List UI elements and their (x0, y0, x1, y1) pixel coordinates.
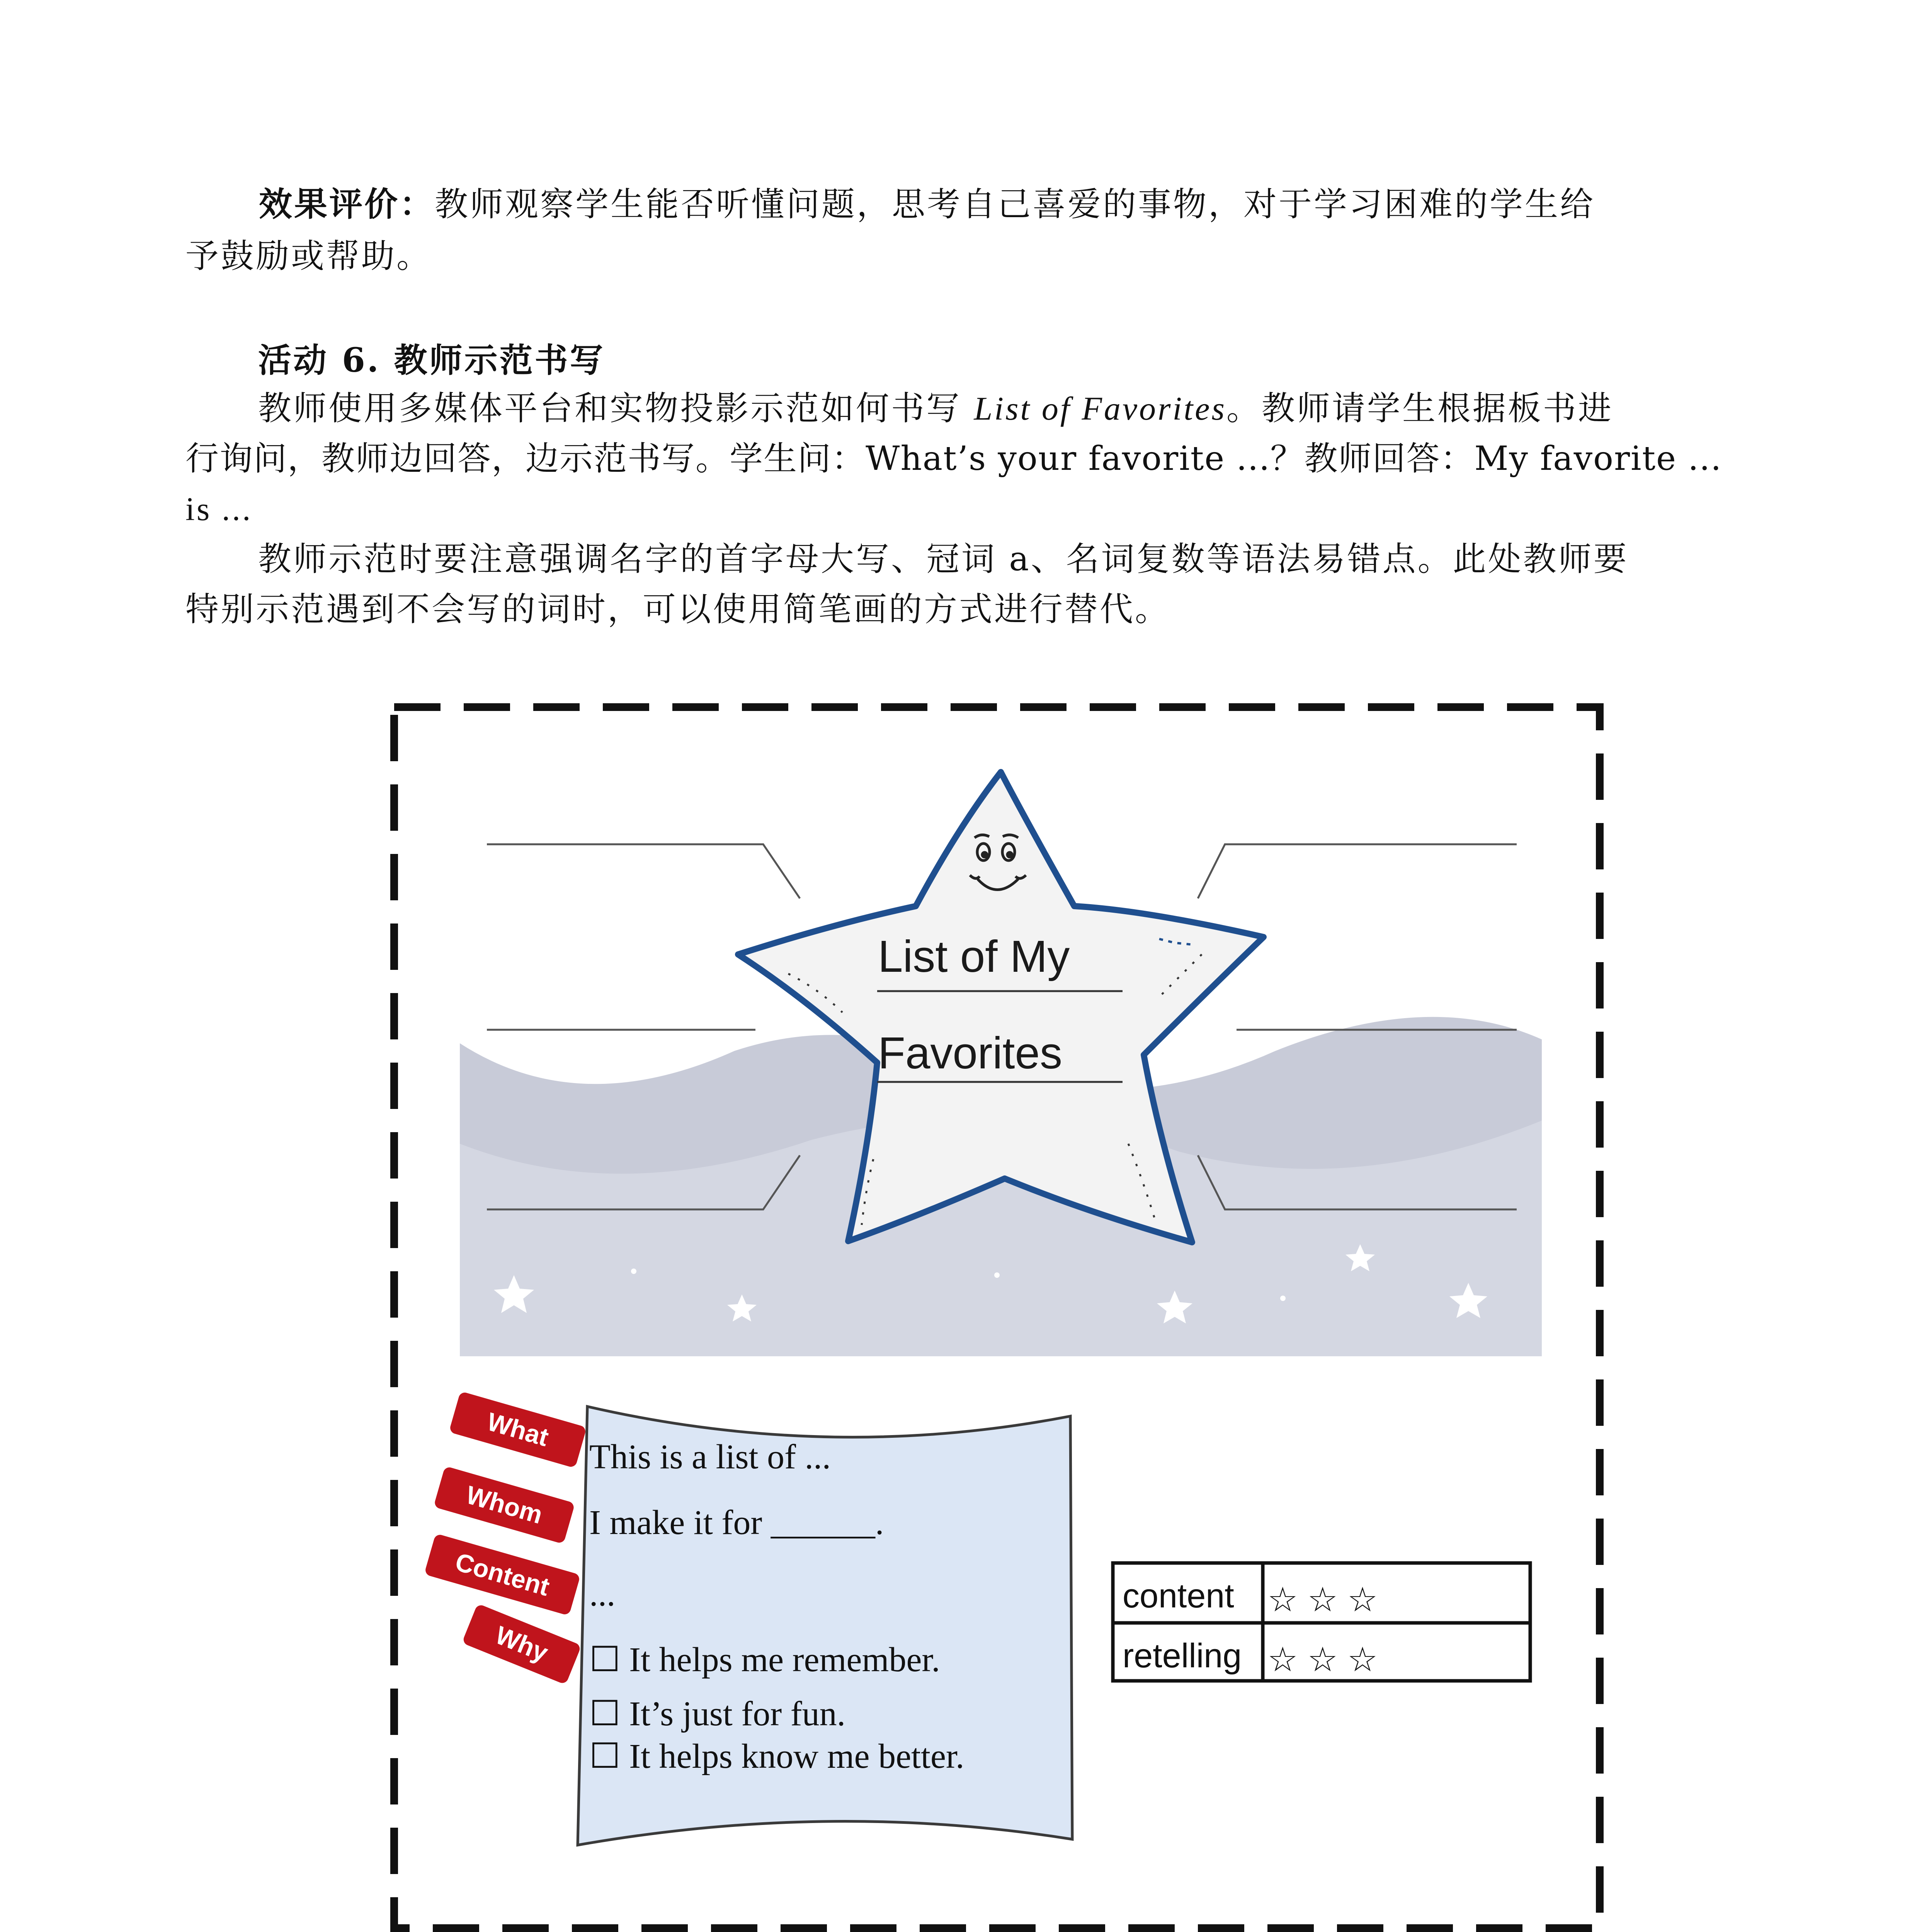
activity6-p1-text-b: 。教师请学生根据板书进 (1226, 389, 1613, 428)
card-line-3: ... (589, 1575, 616, 1613)
activity6-p2-line2: 特别示范遇到不会写的词时，可以使用简笔画的方式进行替代。 (185, 590, 1170, 629)
bg-dot-3 (1280, 1296, 1286, 1301)
activity6-p1-text-a: 教师使用多媒体平台和实物投影示范如何书写 (258, 389, 974, 428)
activity6-p2-line1: 教师示范时要注意强调名字的首字母大写、冠词 a、名词复数等语法易错点。此处教师要 (258, 540, 1629, 578)
label-what-text: What (484, 1407, 552, 1452)
card-line-6: ☐ It helps know me better. (589, 1737, 964, 1776)
activity6-title-italic: List of Favorites (974, 390, 1226, 427)
star-title-line1: List of My (878, 931, 1070, 981)
effect-text-line1: 教师观察学生能否听懂问题，思考自己喜爱的事物，对于学习困难的学生给 (435, 185, 1595, 224)
rating-table (1113, 1563, 1530, 1681)
card-line-2: I make it for ______. (589, 1503, 884, 1542)
effect-paragraph-line2: 予鼓励或帮助。 (185, 237, 432, 276)
card-line-1: This is a list of ... (589, 1438, 831, 1476)
rating-stars-content: ☆ ☆ ☆ (1267, 1580, 1378, 1619)
bg-dot-1 (631, 1269, 636, 1274)
bg-dot-2 (994, 1272, 1000, 1278)
label-why (462, 1604, 582, 1685)
card-line-5: ☐ It’s just for fun. (589, 1695, 846, 1733)
activity6-p1-line3: is ... (185, 490, 253, 527)
label-what (449, 1391, 587, 1468)
line-right-1 (1198, 844, 1517, 898)
rating-stars-retelling: ☆ ☆ ☆ (1267, 1640, 1378, 1679)
activity6-p1-line2: 行询问，教师边回答，边示范书写。学生问：What’s your favorite ...？教师回答：My favorite ... (185, 439, 1722, 478)
label-content (424, 1533, 580, 1616)
star-title-line2: Favorites (878, 1028, 1063, 1078)
left-pupil (982, 852, 987, 857)
card-line-4: ☐ It helps me remember. (589, 1641, 940, 1679)
activity6-heading: 活动 6. 教师示范书写 (258, 341, 605, 380)
effect-label: 效果评价： (259, 185, 435, 224)
right-pupil (1007, 852, 1012, 857)
label-whom (434, 1466, 575, 1544)
label-why-text: Why (491, 1620, 552, 1667)
rating-label-content: content (1123, 1577, 1234, 1615)
label-content-text: Content (452, 1547, 553, 1601)
line-left-1 (487, 844, 800, 898)
rating-label-retelling: retelling (1123, 1636, 1242, 1675)
label-whom-text: Whom (463, 1480, 546, 1529)
